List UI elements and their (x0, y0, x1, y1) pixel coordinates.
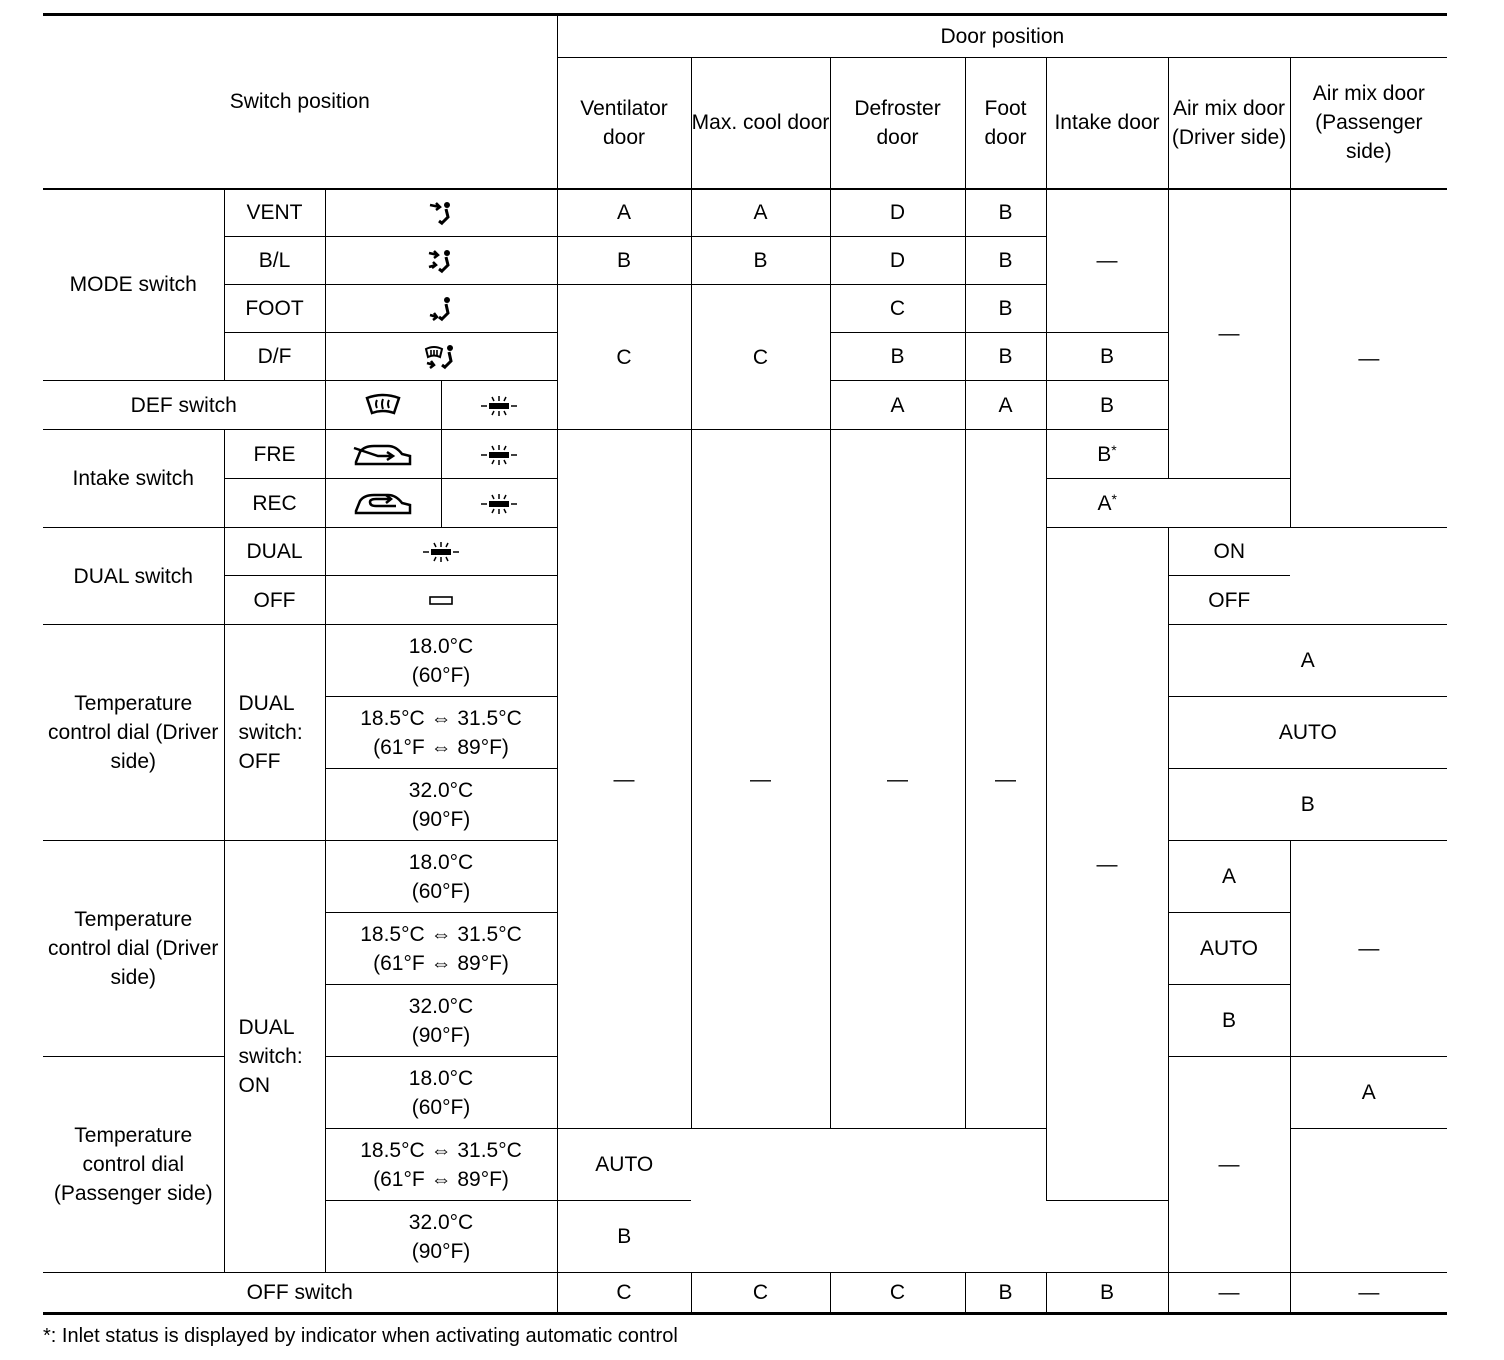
def-indicator-icon (441, 381, 557, 430)
dual-off-airmix-passenger: OFF (1168, 576, 1290, 625)
ventilator-rest: C (557, 285, 691, 430)
df-defroster: B (830, 333, 965, 381)
airmix-pass-dash-mid: — (1290, 841, 1447, 1057)
temp-driver-group-off: Temperature control dial (Driver side) (43, 625, 224, 841)
off-intake: B (1046, 1273, 1168, 1314)
off-ventilator: C (557, 1273, 691, 1314)
recirculation-icon (325, 479, 441, 528)
setting-low: 18.0°C (60°F) (325, 841, 557, 913)
fre-intake: B* (1046, 430, 1168, 479)
dual-off-label: OFF (224, 576, 325, 625)
setting-mid: 18.5°C ⇔ 31.5°C (61°F ⇔ 89°F) (325, 697, 557, 769)
setting-high: 32.0°C (90°F) (325, 769, 557, 841)
off-switch-label: OFF switch (43, 1273, 557, 1314)
off-foot: B (965, 1273, 1046, 1314)
vent-mode-icon (325, 189, 557, 237)
airmix-pass-b: B (557, 1201, 691, 1273)
airmix-both-a: A (1168, 625, 1447, 697)
indicator-off-icon (325, 576, 557, 625)
footnote: *: Inlet status is displayed by indicator when activating automatic control (43, 1325, 678, 1347)
mode-df-label: D/F (224, 333, 325, 381)
intake-fre-label: FRE (224, 430, 325, 479)
vent-maxcool: A (691, 189, 830, 237)
temp-driver-group-on: Temperature control dial (Driver side) (43, 841, 224, 1057)
indicator-on-icon (325, 528, 557, 576)
off-airmix-passenger: — (1290, 1273, 1447, 1314)
bl-maxcool: B (691, 237, 830, 285)
mode-vent-label: VENT (224, 189, 325, 237)
airmix-driver-a: A (1168, 841, 1290, 913)
door-position-table (43, 13, 1447, 1315)
dual-switch-off-label: DUAL switch: OFF (224, 625, 325, 841)
off-maxcool: C (691, 1273, 830, 1314)
dual-switch-on-label: DUAL switch: ON (224, 841, 325, 1273)
vent-foot: B (965, 189, 1046, 237)
setting-low: 18.0°C (60°F) (325, 625, 557, 697)
vent-ventilator: A (557, 189, 691, 237)
off-defroster: C (830, 1273, 965, 1314)
switch-position-header: Switch position (43, 15, 557, 189)
col-defroster-door: Defroster door (830, 58, 965, 189)
maxcool-rest: C (691, 285, 830, 430)
setting-high: 32.0°C (90°F) (325, 1201, 557, 1273)
maxcool-dash: — (691, 430, 830, 1129)
col-ventilator-door: Ventilator door (557, 58, 691, 189)
dual-airmix-passenger: ON (1168, 528, 1290, 576)
rec-indicator-icon (441, 479, 557, 528)
bilevel-mode-icon (325, 237, 557, 285)
setting-high: 32.0°C (90°F) (325, 985, 557, 1057)
mode-switch-group: MODE switch (43, 189, 224, 381)
bl-defroster: D (830, 237, 965, 285)
df-intake: B (1046, 333, 1168, 381)
setting-mid: 18.5°C ⇔ 31.5°C (61°F ⇔ 89°F) (325, 1129, 557, 1201)
df-foot: B (965, 333, 1046, 381)
col-air-mix-driver: Air mix door (Driver side) (1168, 58, 1290, 189)
off-airmix-driver: — (1168, 1273, 1290, 1314)
col-intake-door: Intake door (1046, 58, 1168, 189)
airmix-driver-dash-bottom: — (1168, 1057, 1290, 1273)
col-foot-door: Foot door (965, 58, 1046, 189)
foot-dash: — (965, 430, 1046, 1129)
intake-mode-dash: — (1046, 189, 1168, 333)
mode-bl-label: B/L (224, 237, 325, 285)
intake-rec-label: REC (224, 479, 325, 528)
defroster-dash: — (830, 430, 965, 1129)
foot-foot: B (965, 285, 1046, 333)
airmix-pass-dash-top: — (1290, 189, 1447, 528)
dual-dual-label: DUAL (224, 528, 325, 576)
foot-mode-icon (325, 285, 557, 333)
foot-defroster: C (830, 285, 965, 333)
def-foot: A (965, 381, 1046, 430)
mode-foot-label: FOOT (224, 285, 325, 333)
col-air-mix-passenger: Air mix door (Passenger side) (1290, 58, 1447, 189)
def-intake: B (1046, 381, 1168, 430)
def-defroster: A (830, 381, 965, 430)
defrost-foot-mode-icon (325, 333, 557, 381)
airmix-driver-b: B (1168, 985, 1290, 1057)
rec-intake: A* (1046, 479, 1168, 528)
bl-ventilator: B (557, 237, 691, 285)
intake-switch-group: Intake switch (43, 430, 224, 528)
col-max-cool-door: Max. cool door (691, 58, 830, 189)
fresh-air-icon (325, 430, 441, 479)
airmix-both-b: B (1168, 769, 1447, 841)
airmix-pass-auto: AUTO (557, 1129, 691, 1201)
setting-low: 18.0°C (60°F) (325, 1057, 557, 1129)
ventilator-dash: — (557, 430, 691, 1129)
intake-dash-lower: — (1046, 528, 1168, 1201)
airmix-both-auto: AUTO (1168, 697, 1447, 769)
door-position-header: Door position (557, 15, 1447, 58)
dual-switch-group: DUAL switch (43, 528, 224, 625)
temp-passenger-group: Temperature control dial (Passenger side) (43, 1057, 224, 1273)
def-switch-label: DEF switch (43, 381, 325, 430)
bl-foot: B (965, 237, 1046, 285)
setting-mid: 18.5°C ⇔ 31.5°C (61°F ⇔ 89°F) (325, 913, 557, 985)
airmix-pass-a: A (1290, 1057, 1447, 1129)
vent-defroster: D (830, 189, 965, 237)
defroster-icon (325, 381, 441, 430)
airmix-driver-dash-top: — (1168, 189, 1290, 479)
airmix-driver-auto: AUTO (1168, 913, 1290, 985)
fre-indicator-icon (441, 430, 557, 479)
